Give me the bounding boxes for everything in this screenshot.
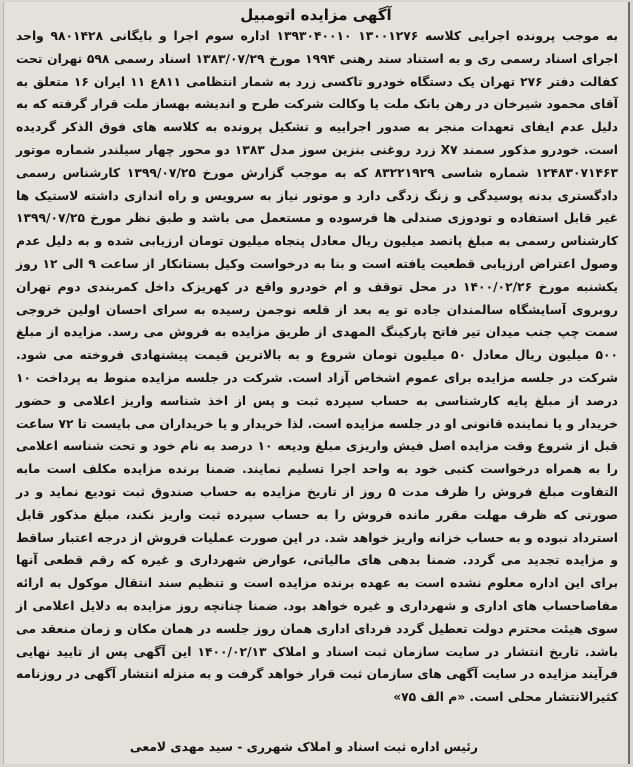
notice-signature: رئیس اداره ثبت اسناد و املاک شهرری - سید مهدی لامعی <box>129 740 478 754</box>
newspaper-clipping <box>3 2 630 764</box>
notice-body: به موجب پرونده اجرایی کلاسه ۱۳۰۰۱۲۷۶ ۱۳۹۳۰۴۰۰۱۰ اداره سوم اجرا و بایگانی ۹۸۰۱۴۲۸ واحد اجرای اسناد رسمی ری و به استناد سند رهنی ۱۹۹۴ مورخ ۱۳۸۳/۰۷/۲۹ اسناد رسمی ۵۹۸ تهران تحت کفالت دفتر ۲۷۶ تهران یک دستگاه خودرو تاکسی زرد به شمار انتظامی ۸۱۱ع ۱۱ ایران ۱۶ متعلق به آقای محمود شیرخان در رهن بانک ملت یا وکالت شرکت طرح و اندیشه بهساز ملت قرار گرفته که به دلیل عدم ایفای تعهدات منجر به صدور اجراییه و تشکیل پرونده به کلاسه های فوق الذکر گردیده است. خودرو مذکور سمند X۷ زرد روغنی بنزین سوز مدل ۱۳۸۳ دو محور چهار سیلندر شماره موتور ۱۲۴۸۳۰۷۱۴۶۳ شماره شاسی ۸۳۲۲۱۹۲۹ که به موجب گزارش مورخ ۱۳۹۹/۰۷/۲۵ کارشناس رسمی دادگستری بدنه پوسیدگی و زنگ زدگی دارد و موتور نیاز به سرویس و راه اندازی داشته لاستیک ها غیر قابل استفاده و تودوزی صندلی ها فرسوده و مستعمل می باشد و طبق نظر مورخ ۱۳۹۹/۰۷/۲۵ کارشناس رسمی به مبلغ پانصد میلیون ریال معادل پنجاه میلیون تومان ارزیابی شده و به دلیل عدم وصول اعتراض ارزیابی قطعیت یافته است و بنا به درخواست وکیل بستانکار از ساعت ۹ الی ۱۲ روز یکشنبه مورخ ۱۴۰۰/۰۲/۲۶ در محل توقف و ام خودرو واقع در کهریزک داخل کمربندی دوم تهران روبروی آسایشگاه سالمندان جاده تو یه بعد از قلعه نوجمن رسیده به سرای احسان اولین خروجی سمت چپ جنب میدان تیر فاتح پارکینگ المهدی از طریق مزایده به فروش می رسد. مزایده از مبلغ ۵۰۰ میلیون ریال معادل ۵۰ میلیون تومان شروع و به بالاترین قیمت پیشنهادی فروخته می شود. شرکت در جلسه مزایده برای عموم اشخاص آزاد است. شرکت در جلسه مزایده منوط به پرداخت ۱۰ درصد از مبلغ پایه کارشناسی به حساب سپرده ثبت و پس از اخذ شناسه واریز اعلامی و حضور خریدار و یا نماینده قانونی او در جلسه مزایده است. لذا خریدار و یا خریداران می بایست تا ۷۲ ساعت قبل از شروع وقت مزایده اصل فیش واریزی مبلغ ودیعه ۱۰ درصد به نام خود و تحت شناسه اعلامی را به همراه درخواست کتبی خود به واحد اجرا تسلیم نمایند. ضمنا برنده مزایده مکلف است مابه التفاوت مبلغ فروش را ظرف مدت ۵ روز از تاریخ مزایده به حساب صندوق ثبت تودیع نماید و در صورتی که ظرف مهلت مقرر مانده فروش را به حساب سپرده ثبت واریز نکند، مبلغ مذکور قابل استرداد نبوده و به حساب خزانه واریز خواهد شد. در این صورت عملیات فروش از درجه اعتبار ساقط و مزایده تجدید می گردد. ضمنا بدهی های مالیاتی، عوارض شهرداری و غیره که رقم قطعی آنها برای این اداره معلوم نشده است به عهده برنده مزایده است و تنظیم سند انتقال موکول به ارائه مفاصاحساب های اداری و شهرداری و غیره خواهد بود. ضمنا چنانچه روز مزایده به دلایل اعلامی از سوی هیئت محترم دولت تعطیل گردد فردای اداری همان روز جلسه در همان مکان و زمان منعقد می باشد. تاریخ انتشار در سایت سازمان ثبت اسناد و املاک ۱۴۰۰/۰۲/۱۳ این آگهی پس از تایید نهایی فرآیند مزایده در سایت آگهی های سازمان ثبت قرار خواهد گرفت و به منزله انتشار آگهی در روزنامه کثیرالانتشار محلی است. «م الف ۷۵» <box>16 29 619 705</box>
notice-title: آگهی مزایده اتومبیل <box>240 6 392 24</box>
